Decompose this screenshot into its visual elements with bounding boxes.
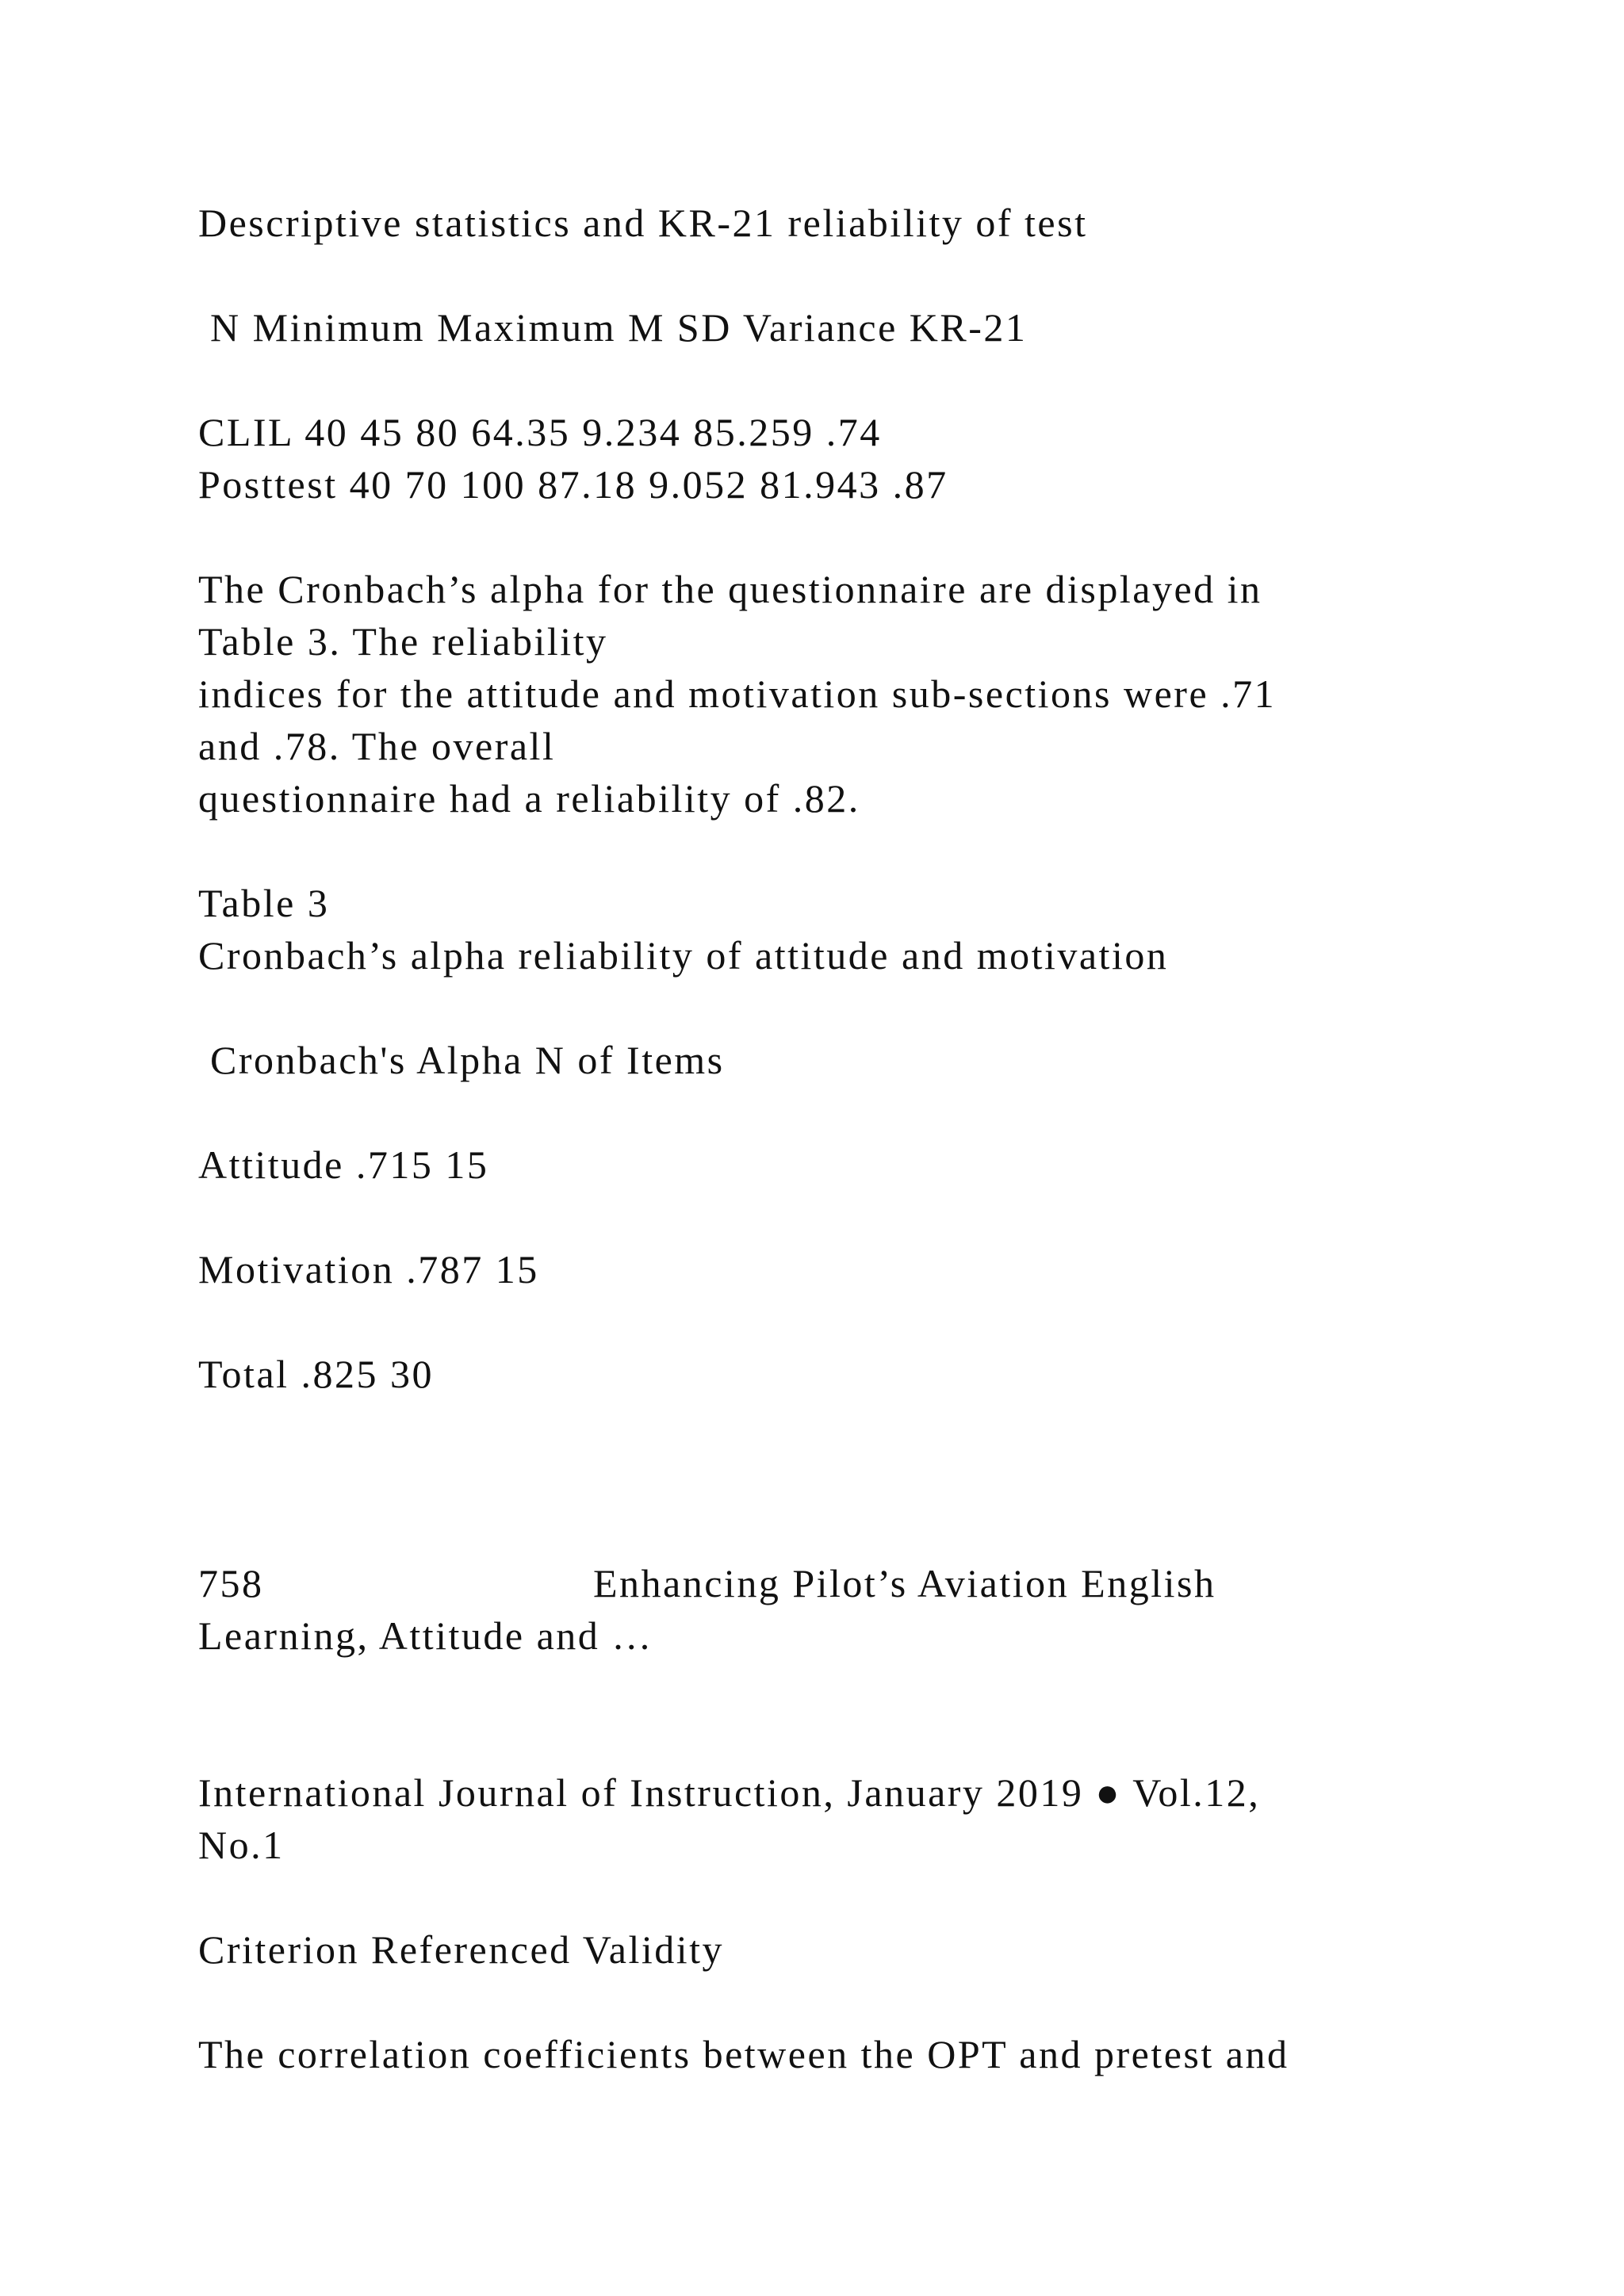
- table3-row-total: Total .825 30: [198, 1352, 435, 1396]
- running-header-title: Enhancing Pilot’s Aviation English: [593, 1561, 1216, 1605]
- section-text: The correlation coefficients between the OPT and pretest and: [198, 2032, 1289, 2076]
- table3-header: Cronbach's Alpha N of Items: [198, 1038, 725, 1082]
- journal-line-cont: No.1: [198, 1823, 285, 1867]
- table3-label: Table 3: [198, 881, 330, 925]
- paragraph-line: Table 3. The reliability: [198, 619, 608, 664]
- table2-row-posttest: Posttest 40 70 100 87.18 9.052 81.943 .87: [198, 462, 948, 507]
- paragraph-line: and .78. The overall: [198, 724, 556, 768]
- table2-caption: Descriptive statistics and KR-21 reliability of test: [198, 201, 1088, 245]
- paragraph-line: The Cronbach’s alpha for the questionnaire are displayed in: [198, 567, 1262, 611]
- journal-line: International Journal of Instruction, January 2019 ● Vol.12,: [198, 1770, 1261, 1815]
- table2-row-clil: CLIL 40 45 80 64.35 9.234 85.259 .74: [198, 410, 882, 454]
- table3-caption: Cronbach’s alpha reliability of attitude and motivation: [198, 933, 1169, 978]
- table2-header: N Minimum Maximum M SD Variance KR-21: [198, 305, 1028, 350]
- page-number: 758: [198, 1561, 264, 1605]
- paragraph-line: questionnaire had a reliability of .82.: [198, 776, 860, 821]
- section-heading: Criterion Referenced Validity: [198, 1927, 725, 1972]
- running-header-title-cont: Learning, Attitude and …: [198, 1613, 653, 1658]
- table3-row-attitude: Attitude .715 15: [198, 1142, 489, 1187]
- table3-row-motivation: Motivation .787 15: [198, 1247, 539, 1292]
- paragraph-line: indices for the attitude and motivation sub-sections were .71: [198, 672, 1277, 716]
